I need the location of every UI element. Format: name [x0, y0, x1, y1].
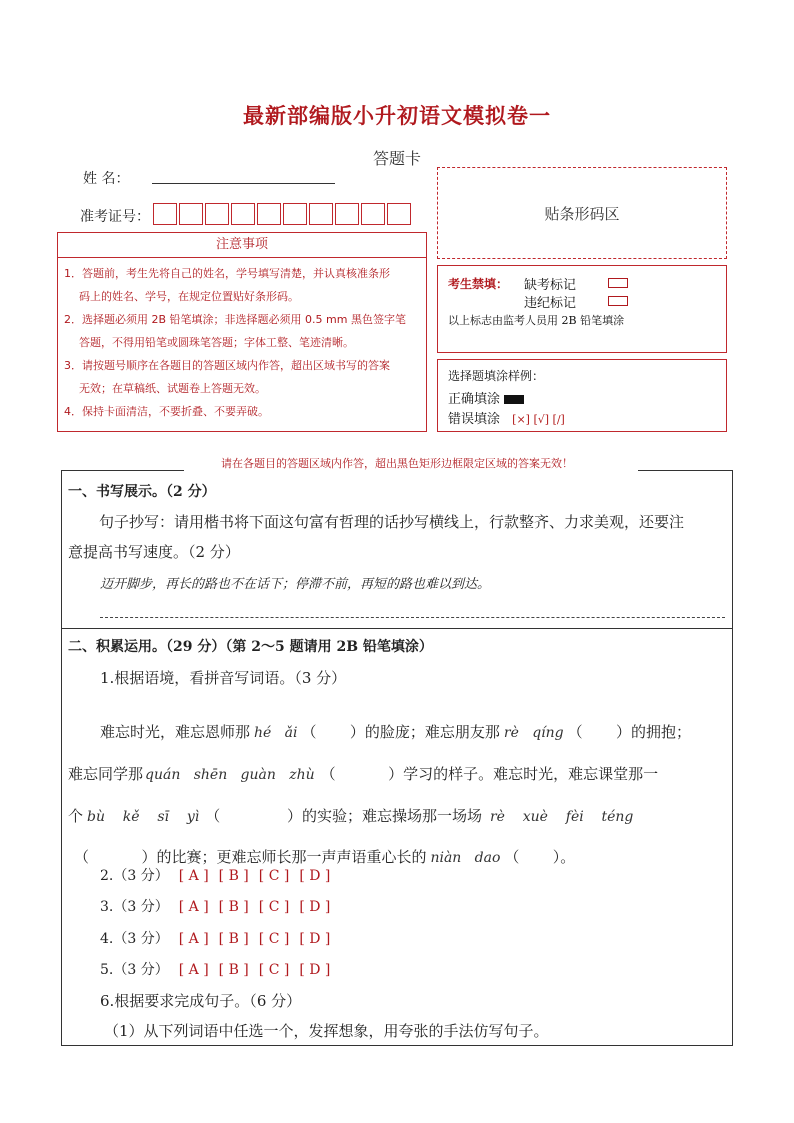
option-a[interactable]: [ A ]	[178, 868, 209, 884]
answer-sheet-subtitle: 答题卡	[372, 149, 421, 168]
option-b[interactable]: [ B ]	[218, 868, 249, 884]
choice-label: 5.（3 分）	[100, 962, 169, 978]
id-digit-box[interactable]	[179, 203, 203, 225]
q1-text: 难忘同学那	[68, 765, 144, 783]
id-digit-box[interactable]	[387, 203, 411, 225]
id-digit-box[interactable]	[283, 203, 307, 225]
choice-label: 2.（3 分）	[100, 868, 169, 884]
q1-text: 难忘时光，难忘恩师那	[100, 723, 251, 741]
id-number-boxes[interactable]	[153, 203, 413, 225]
id-label: 准考证号：	[80, 209, 150, 225]
name-label: 姓 名：	[83, 171, 130, 187]
pinyin-bu-ke-si-yi: bù kě sī yì	[87, 809, 200, 825]
q1-text: 个	[68, 807, 84, 825]
fill-sample-box	[437, 359, 727, 432]
option-c[interactable]: [ C ]	[258, 931, 290, 947]
pinyin-quan-shen-guan-zhu: quán shēn guàn zhù	[145, 767, 315, 783]
note-item: 答题，不得用铅笔或圆珠笔答题；字体工整、笔迹清晰。	[79, 336, 354, 349]
note-item: 无效；在草稿纸、试题卷上答题无效。	[79, 382, 266, 395]
note-item: 3．请按题号顺序在各题目的答题区域内作答，超出区域书写的答案	[64, 359, 390, 372]
pinyin-nian-dao: niàn dao	[430, 850, 501, 866]
pinyin-re-xue-fei-teng: rè xuè fèi téng	[489, 809, 634, 825]
violation-mark-box[interactable]	[608, 296, 628, 306]
id-digit-box[interactable]	[257, 203, 281, 225]
pinyin-he-ai: hé ǎi	[254, 725, 298, 741]
handwriting-line[interactable]	[100, 617, 725, 618]
option-a[interactable]: [ A ]	[178, 962, 209, 978]
area-warning: 请在各题目的答题区域内作答，超出黑色矩形边框限定区域的答案无效！	[221, 457, 573, 470]
barcode-area	[437, 167, 727, 259]
id-digit-box[interactable]	[153, 203, 177, 225]
copy-quote: 迈开脚步，再长的路也不在话下；停滞不前，再短的路也难以到达。	[100, 577, 491, 592]
name-field[interactable]	[152, 183, 335, 184]
q1-line3	[68, 787, 633, 826]
absent-mark-box[interactable]	[608, 278, 628, 288]
examinee-forbidden-box	[437, 265, 727, 353]
ban-label: 考生禁填：	[448, 277, 509, 291]
q6-1-prompt: （1）从下列词语中任选一个，发挥想象，用夸张的手法仿写句子。	[104, 1022, 549, 1040]
id-digit-box[interactable]	[361, 203, 385, 225]
option-c[interactable]: [ C ]	[258, 962, 290, 978]
id-digit-box[interactable]	[309, 203, 333, 225]
choice-row-4	[100, 928, 330, 948]
q6-prompt: 6.根据要求完成句子。（6 分）	[100, 992, 302, 1010]
option-b[interactable]: [ B ]	[218, 931, 249, 947]
q1-line2	[68, 745, 658, 784]
option-d[interactable]: [ D ]	[299, 899, 331, 915]
sample-title: 选择题填涂样例：	[448, 369, 545, 383]
barcode-label: 贴条形码区	[544, 204, 620, 223]
q1-text[interactable]: （ ）的比赛；更难忘师长那一声声语重心长的	[74, 848, 427, 866]
note-item: 码上的姓名、学号，在规定位置贴好条形码。	[79, 290, 299, 303]
choice-label: 4.（3 分）	[100, 931, 169, 947]
page-title: 最新部编版小升初语文模拟卷一	[243, 103, 551, 128]
option-b[interactable]: [ B ]	[218, 899, 249, 915]
absent-mark-label: 缺考标记	[524, 278, 577, 293]
q1-line4	[74, 828, 575, 867]
id-digit-box[interactable]	[205, 203, 229, 225]
q1-prompt: 1.根据语境，看拼音写词语。（3 分）	[100, 669, 347, 687]
choice-row-5	[100, 959, 330, 979]
ban-note: 以上标志由监考人员用 2B 铅笔填涂	[448, 314, 625, 327]
wrong-fill-samples: [×] [√] [/]	[512, 413, 565, 426]
note-item: 2．选择题必须用 2B 铅笔填涂；非选择题必须用 0.5 mm 黑色签字笔	[64, 313, 406, 326]
option-a[interactable]: [ A ]	[178, 931, 209, 947]
section2-note: （第 2～5 题请用 2B 铅笔填涂）	[225, 639, 433, 655]
q1-text[interactable]: （ ）的拥抱；	[567, 723, 692, 741]
option-c[interactable]: [ C ]	[258, 868, 290, 884]
option-d[interactable]: [ D ]	[299, 962, 331, 978]
section1-instruction-cont: 意提高书写速度。（2 分）	[68, 543, 240, 561]
note-item: 1．答题前，考生先将自己的姓名，学号填写清楚，并认真核准条形	[64, 267, 390, 280]
id-digit-box[interactable]	[335, 203, 359, 225]
section2-title: 二、积累运用。（29 分）	[68, 639, 226, 655]
option-d[interactable]: [ D ]	[299, 868, 331, 884]
choice-row-3	[100, 896, 330, 916]
note-item: 4．保持卡面清洁，不要折叠、不要弄破。	[64, 405, 269, 418]
q1-text[interactable]: （ ）学习的样子。难忘时光，难忘课堂那一	[320, 765, 659, 783]
section1-title: 一、书写展示。（2 分）	[68, 484, 216, 500]
notes-box	[57, 232, 427, 432]
correct-fill-label: 正确填涂	[448, 392, 501, 407]
section-divider	[61, 628, 733, 629]
q1-text[interactable]: （ ）的脸庞；难忘朋友那	[301, 723, 500, 741]
q1-text[interactable]: （ ）。	[504, 848, 576, 866]
violation-mark-label: 违纪标记	[524, 296, 577, 311]
correct-fill-sample	[504, 395, 524, 404]
pinyin-re-qing: rè qíng	[503, 725, 564, 741]
option-b[interactable]: [ B ]	[218, 962, 249, 978]
id-digit-box[interactable]	[231, 203, 255, 225]
wrong-fill-label: 错误填涂	[448, 412, 501, 427]
choice-label: 3.（3 分）	[100, 899, 169, 915]
q1-text[interactable]: （ ）的实验；难忘操场那一场场	[205, 807, 482, 825]
notes-title: 注意事项	[58, 233, 426, 258]
choice-row-2	[100, 865, 330, 885]
q1-line1	[100, 703, 691, 742]
option-d[interactable]: [ D ]	[299, 931, 331, 947]
section1-instruction: 句子抄写：请用楷书将下面这句富有哲理的话抄写横线上，行款整齐、力求美观，还要注	[99, 513, 685, 531]
option-a[interactable]: [ A ]	[178, 899, 209, 915]
option-c[interactable]: [ C ]	[258, 899, 290, 915]
